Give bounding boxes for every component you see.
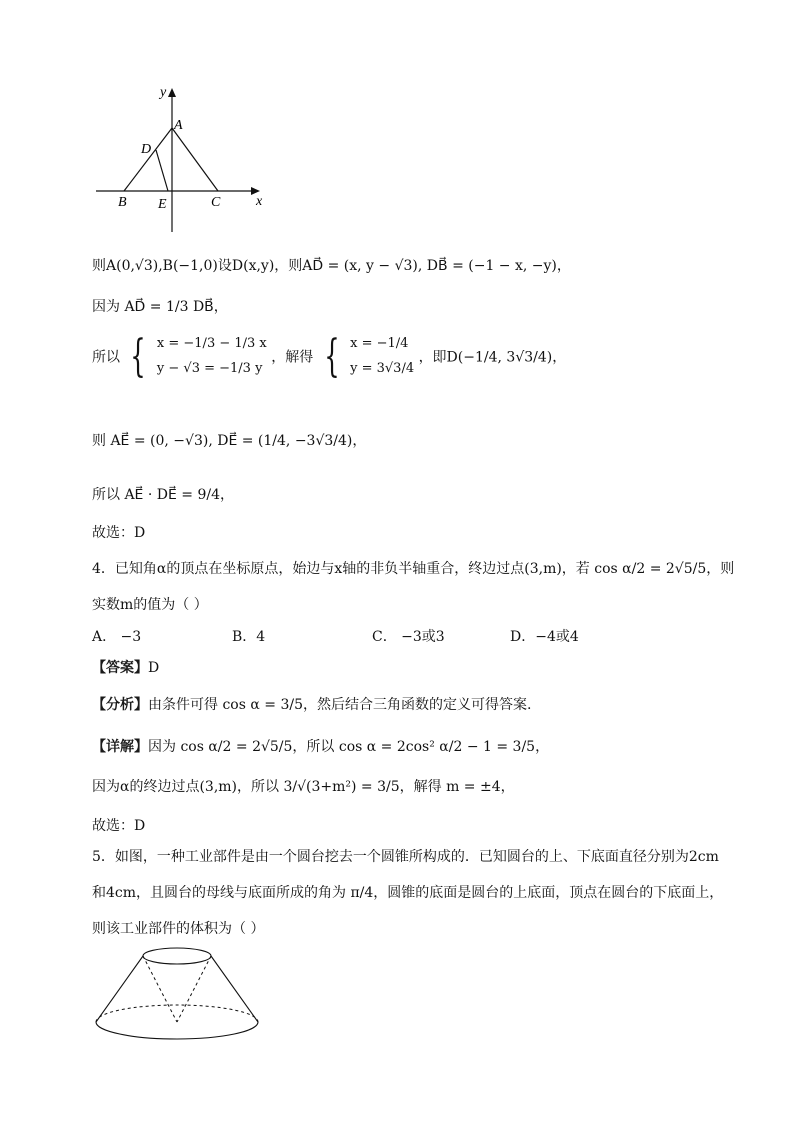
q3-line-3-prefix: 所以 [92,349,120,366]
q5-stem-line-1: 5．如图，一种工业部件是由一个圆台挖去一个圆锥所构成的．已知圆台的上、下底面直径分别为2cm [92,849,719,865]
q3-line-3 [92,332,566,402]
q3-line-3-mid: ，解得 [271,349,314,366]
q3-line-4: 则 AE⃗ = (0, −√3), DE⃗ = (1/4, −3√3/4)， [92,433,367,449]
q3-line-2: 因为 AD⃗ = 1/3 DB⃗， [92,299,228,315]
left-brace-icon: { [130,330,147,382]
y-axis-label: y [160,85,167,100]
point-label-D: D [141,142,152,157]
point-label-A: A [174,118,183,133]
answer-tag: 【答案】 [92,660,148,676]
q4-analysis-row [92,694,531,714]
q3-system1-eq2: y − √3 = −1/3 y [156,360,263,376]
bottom-base-back [96,1005,258,1022]
q5-stem-line-3: 则该工业部件的体积为（ ） [92,921,265,937]
x-axis-label: x [256,194,263,209]
point-label-E: E [158,197,167,212]
top-base-ellipse [143,948,211,964]
y-axis-arrow-icon [168,88,176,97]
frustum-right-generatrix [211,956,258,1022]
q3-system2-eq2: y = 3√3/4 [350,360,415,376]
q4-detail-row [92,736,549,756]
segment-DE [156,150,168,191]
q3-system1-eq1: x = −1/3 − 1/3 x [156,336,267,351]
frustum-cone-figure [90,940,270,1040]
q4-analysis: 由条件可得 cos α = 3/5，然后结合三角函数的定义可得答案. [148,697,532,713]
q3-system2-eq1: x = −1/4 [350,336,409,351]
q3-line-1: 则A(0,√3),B(−1,0)设D(x,y)，则AD⃗ = (x, y − √3), DB⃗ = (−1 − x, −y)， [92,258,571,274]
q4-option-b: B．4 [232,629,266,645]
detail-tag: 【详解】 [92,739,148,755]
q4-answer: D [148,660,160,676]
segment-AC [172,128,218,191]
frustum-left-generatrix [96,956,143,1022]
analysis-tag: 【分析】 [92,697,148,713]
cone-left-edge [143,956,177,1022]
q3-line-5: 所以 AE⃗ · DE⃗ = 9/4， [92,487,234,503]
bottom-base-front [96,1022,258,1039]
q4-option-d: D．−4或4 [510,629,579,645]
q5-stem-line-2: 和4cm，且圆台的母线与底面所成的角为 π/4，圆锥的底面是圆台的上底面，顶点在圆台的下底面上， [92,885,724,901]
point-label-C: C [211,195,221,210]
q4-choose: 故选：D [92,818,146,834]
q3-line-3-tail: ，即D(−1/4, 3√3/4)， [418,349,567,366]
left-brace-icon: { [323,330,340,382]
q4-stem-line-2: 实数m的值为（ ） [92,597,208,613]
triangle-coordinate-figure [88,80,273,240]
q4-option-c: C． −3或3 [372,629,445,645]
q4-detail-line-1: 因为 cos α/2 = 2√5/5，所以 cos α = 2cos² α/2 − 1 = 3/5， [148,739,550,755]
q4-detail-line-2: 因为α的终边过点(3,m)，所以 3/√(3+m²) = 3/5，解得 m = ±4， [92,779,515,795]
q4-answer-row [92,657,159,677]
cone-right-edge [177,956,211,1022]
q3-choose: 故选：D [92,525,146,541]
point-label-B: B [118,195,127,210]
q4-stem-line-1: 4．已知角α的顶点在坐标原点，始边与x轴的非负半轴重合，终边过点(3,m)，若 cos α/2 = 2√5/5，则 [92,561,735,577]
q4-option-a: A． −3 [92,629,142,645]
